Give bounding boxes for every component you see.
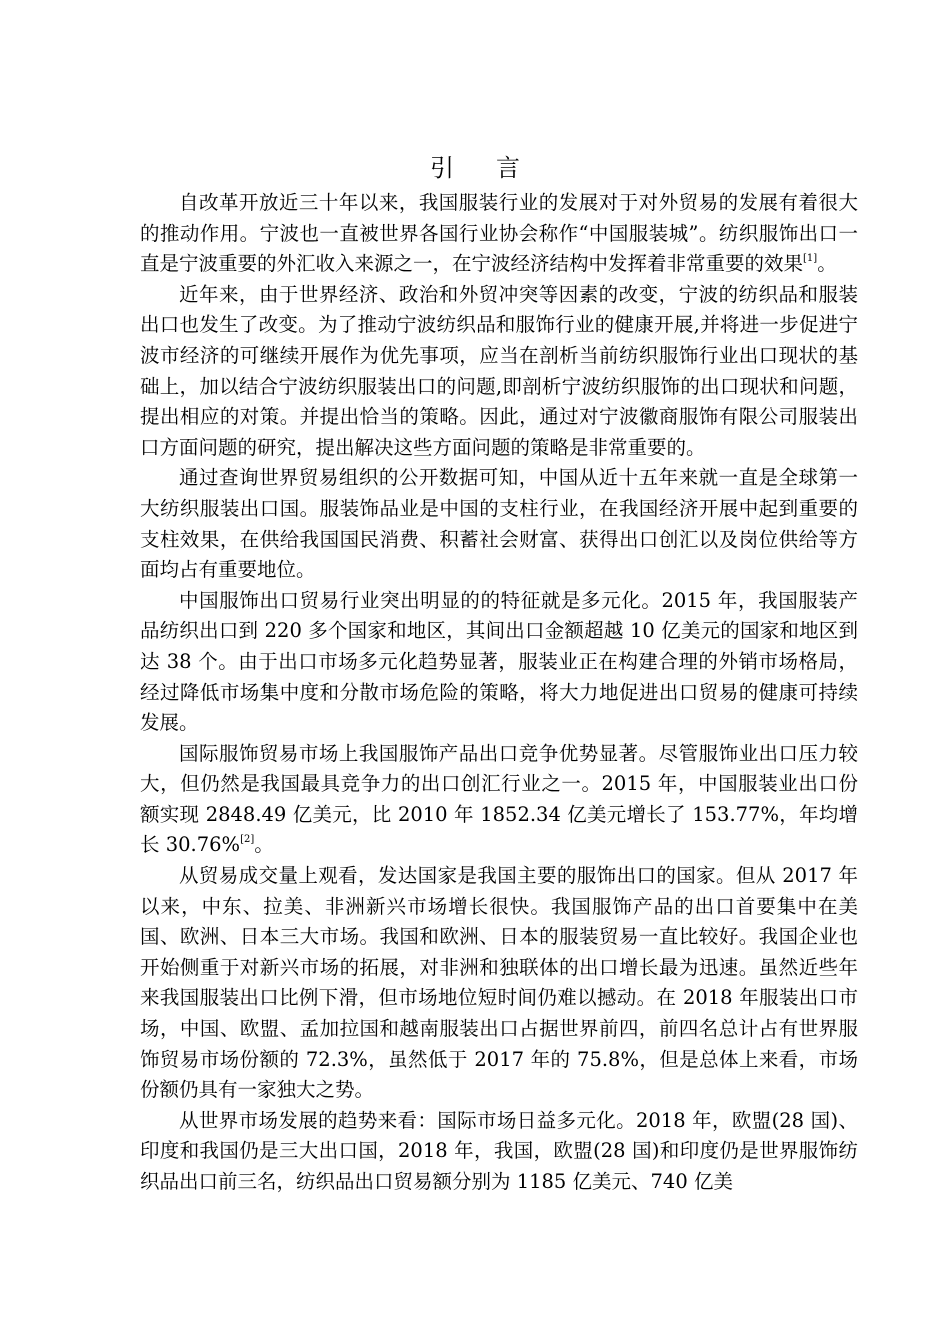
citation-marker: [1]: [803, 253, 818, 265]
paragraph-text: 通过查询世界贸易组织的公开数据可知，中国从近十五年来就一直是全球第一大纺织服装出口国。服装饰品业是中国的支柱行业，在我国经济开展中起到重要的支柱效果，在供给我国国民消费、积蓄社会财富、获得出口创汇以及岗位供给等方面均占有重要地位。: [140, 466, 858, 582]
paragraph: [140, 739, 858, 861]
paragraph-text: 自改革开放近三十年以来，我国服装行业的发展对于对外贸易的发展有着很大的推动作用。宁波也一直被世界各国行业协会称作“中国服装城”。纺织服饰出口一直是宁波重要的外汇收入来源之一，在宁波经济结构中发挥着非常重要的效果: [140, 191, 858, 276]
paragraph: [140, 280, 858, 464]
citation-marker: [2]: [240, 834, 255, 846]
paragraph: [140, 861, 858, 1106]
paragraph-text: 国际服饰贸易市场上我国服饰产品出口竞争优势显著。尽管服饰业出口压力较大，但仍然是我国最具竞争力的出口创汇行业之一。2015 年，中国服装业出口份额实现 2848.49 亿美元，比 2010 年 1852.34 亿美元增长了 153.77%，年均增长 30.76%: [140, 741, 858, 857]
paragraph-text: 从贸易成交量上观看，发达国家是我国主要的服饰出口的国家。但从 2017 年以来，中东、拉美、非洲新兴市场增长很快。我国服饰产品的出口首要集中在美国、欧洲、日本三大市场。我国和欧洲、日本的服装贸易一直比较好。我国企业也开始侧重于对新兴市场的拓展，对非洲和独联体的出口增长最为迅速。虽然近些年来我国服装出口比例下滑，但市场地位短时间仍难以撼动。在 2018 年服装出口市场，中国、欧盟、孟加拉国和越南服装出口占据世界前四，前四名总计占有世界服饰贸易市场份额的 72.3%，虽然低于 2017 年的 75.8%，但是总体上来看，市场份额仍具有一家独大之势。: [140, 864, 858, 1102]
body-text: [140, 188, 858, 1198]
paragraph-end: 。: [817, 252, 837, 276]
paragraph: [140, 1106, 858, 1198]
paragraph-end: 。: [254, 833, 274, 857]
paragraph: [140, 463, 858, 585]
paragraph-text: 近年来，由于世界经济、政治和外贸冲突等因素的改变，宁波的纺织品和服装出口也发生了改变。为了推动宁波纺织品和服饰行业的健康开展,并将进一步促进宁波市经济的可继续开展作为优先事项，应当在剖析当前纺织服饰行业出口现状的基础上，加以结合宁波纺织服装出口的问题,即剖析宁波纺织服饰的出口现状和问题，提出相应的对策。并提出恰当的策略。因此，通过对宁波徽商服饰有限公司服装出口方面问题的研究，提出解决这些方面问题的策略是非常重要的。: [140, 282, 858, 459]
section-heading: 引言: [430, 154, 562, 182]
paragraph: [140, 188, 858, 280]
paragraph: [140, 586, 858, 739]
paragraph-text: 中国服饰出口贸易行业突出明显的的特征就是多元化。2015 年，我国服装产品纺织出口到 220 多个国家和地区，其间出口金额超越 10 亿美元的国家和地区到达 38 个。由于出口市场多元化趋势显著，服装业正在构建合理的外销市场格局，经过降低市场集中度和分散市场危险的策略，将大力地促进出口贸易的健康可持续发展。: [140, 588, 858, 735]
paragraph-text: 从世界市场发展的趋势来看：国际市场日益多元化。2018 年，欧盟(28 国)、印度和我国仍是三大出口国，2018 年，我国，欧盟(28 国)和印度仍是世界服饰纺织品出口前三名，纺织品出口贸易额分别为 1185 亿美元、740 亿美: [140, 1108, 858, 1193]
